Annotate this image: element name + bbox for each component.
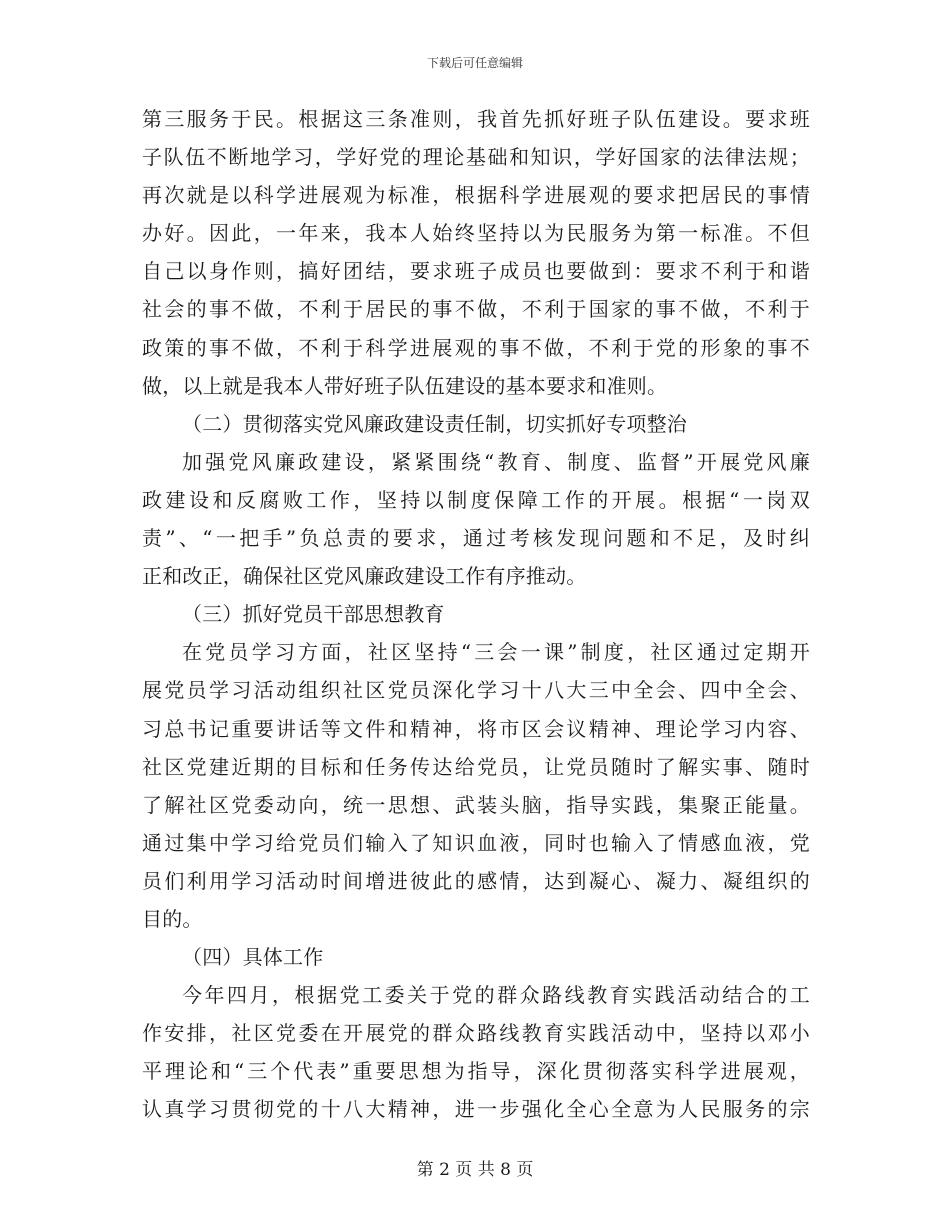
text-line: 自己以身作则，搞好团结，要求班子成员也要做到：要求不利于和谐 bbox=[142, 259, 810, 284]
document-body bbox=[142, 100, 810, 1129]
text-line: 认真学习贯彻党的十八大精神，进一步强化全心全意为人民服务的宗 bbox=[142, 1097, 810, 1122]
text-line: 了解社区党委动向，统一思想、武装头脑，指导实践，集聚正能量。 bbox=[142, 792, 810, 817]
text-line: 平理论和“三个代表”重要思想为指导，深化贯彻落实科学进展观， bbox=[142, 1059, 810, 1084]
text-line: 社会的事不做，不利于居民的事不做，不利于国家的事不做，不利于 bbox=[142, 297, 810, 322]
text-line: （三）抓好党员干部思想教育 bbox=[182, 602, 445, 627]
text-line: （二）贯彻落实党风廉政建设责任制，切实抓好专项整治 bbox=[182, 411, 687, 436]
text-line: 目的。 bbox=[142, 906, 203, 931]
text-line: 做，以上就是我本人带好班子队伍建设的基本要求和准则。 bbox=[142, 373, 668, 398]
text-line: 员们利用学习活动时间增进彼此的感情，达到凝心、凝力、凝组织的 bbox=[142, 868, 810, 893]
text-line: 展党员学习活动组织社区党员深化学习十八大三中全会、四中全会、 bbox=[142, 678, 810, 703]
text-line: 作安排，社区党委在开展党的群众路线教育实践活动中，坚持以邓小 bbox=[142, 1021, 810, 1046]
page-footer: 第 2 页 共 8 页 bbox=[416, 1160, 534, 1180]
page-header: 下载后可任意编辑 bbox=[426, 56, 523, 70]
text-line: 正和改正，确保社区党风廉政建设工作有序推动。 bbox=[142, 564, 587, 589]
text-line: 习总书记重要讲话等文件和精神，将市区会议精神、理论学习内容、 bbox=[142, 716, 810, 741]
text-line: 社区党建近期的目标和任务传达给党员，让党员随时了解实事、随时 bbox=[142, 754, 810, 779]
text-line: 通过集中学习给党员们输入了知识血液，同时也输入了情感血液，党 bbox=[142, 830, 810, 855]
text-line: 加强党风廉政建设，紧紧围绕“教育、制度、监督”开展党风廉 bbox=[182, 449, 810, 474]
text-line: 办好。因此，一年来，我本人始终坚持以为民服务为第一标准。不但 bbox=[142, 221, 810, 246]
text-line: （四）具体工作 bbox=[182, 945, 324, 970]
text-line: 第三服务于民。根据这三条准则，我首先抓好班子队伍建设。要求班 bbox=[142, 107, 810, 131]
text-line: 今年四月，根据党工委关于党的群众路线教育实践活动结合的工 bbox=[182, 983, 810, 1008]
text-line: 政建设和反腐败工作，坚持以制度保障工作的开展。根据“一岗双 bbox=[142, 487, 810, 512]
text-line: 子队伍不断地学习，学好党的理论基础和知识，学好国家的法律法规； bbox=[142, 145, 810, 170]
text-line: 在党员学习方面，社区坚持“三会一课”制度，社区通过定期开 bbox=[182, 640, 810, 665]
text-line: 责”、“一把手”负总责的要求，通过考核发现问题和不足，及时纠 bbox=[142, 526, 810, 551]
text-line: 政策的事不做，不利于科学进展观的事不做，不利于党的形象的事不 bbox=[142, 335, 810, 360]
text-line: 再次就是以科学进展观为标准，根据科学进展观的要求把居民的事情 bbox=[142, 183, 810, 208]
